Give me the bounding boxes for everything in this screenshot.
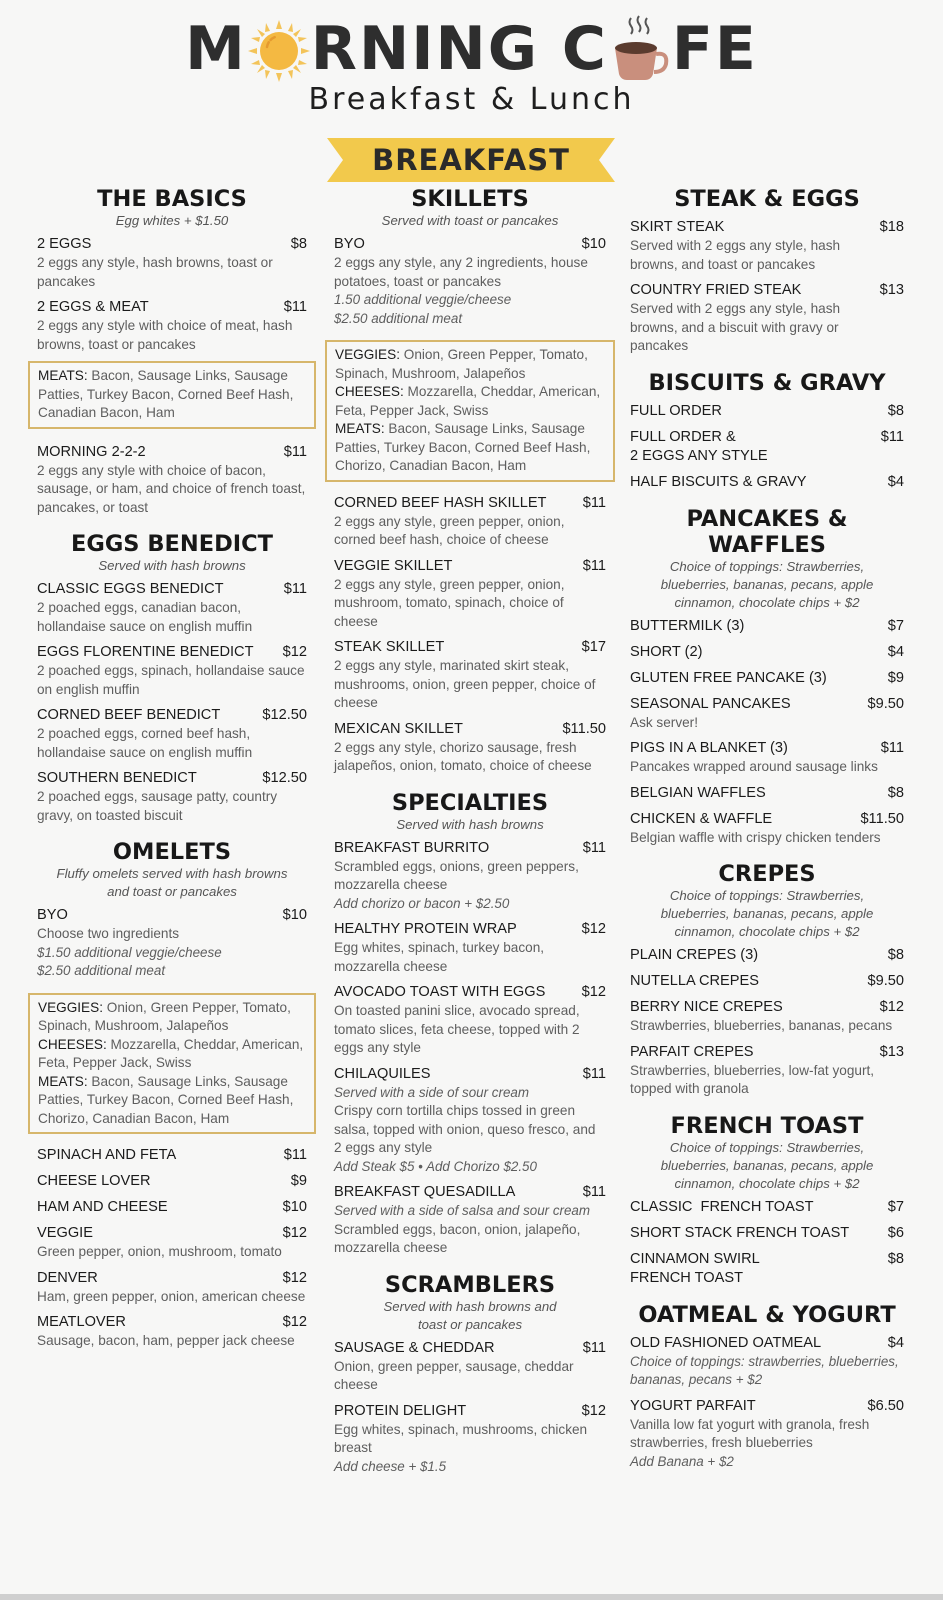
item-price: $12 xyxy=(879,999,904,1015)
box-text: Bacon, Sausage Links, Sausage Patties, Turkey Bacon, Corned Beef Hash, Canadian Bacon, Ham xyxy=(38,368,294,420)
section-note: Choice of toppings: Strawberries, blueberries, bananas, pecans, apple cinnamon, chocolate chips + $2 xyxy=(660,1139,874,1191)
item-addon: $2.50 additional meat xyxy=(37,963,166,978)
item-serving-note: Served with a side of salsa and sour cream xyxy=(334,1203,591,1218)
menu-item xyxy=(37,769,307,825)
menu-header xyxy=(0,14,943,118)
item-price: $11 xyxy=(283,443,307,460)
section-skillets xyxy=(334,186,606,776)
item-name: CINNAMON SWIRL xyxy=(630,1250,760,1267)
item-name: BELGIAN WAFFLES xyxy=(630,784,766,801)
item-price: $11 xyxy=(880,428,904,445)
item-price: $11 xyxy=(582,494,606,511)
item-price: $11.50 xyxy=(562,720,606,737)
item-price: $7 xyxy=(887,1198,904,1215)
menu-item xyxy=(37,1172,307,1191)
item-name: PROTEIN DELIGHT xyxy=(334,1402,467,1419)
menu-item xyxy=(630,946,904,965)
logo-subtitle: Breakfast & Lunch xyxy=(308,82,635,117)
section-title: SCRAMBLERS xyxy=(384,1271,556,1298)
box-text: Mozzarella, Cheddar, American, Feta, Pepper Jack, Swiss xyxy=(335,384,601,418)
column-middle xyxy=(334,186,606,1486)
item-price: $9 xyxy=(887,669,904,686)
menu-item xyxy=(37,706,307,762)
item-description: Pancakes wrapped around sausage links xyxy=(630,759,878,774)
item-name: SAUSAGE & CHEDDAR xyxy=(334,1339,495,1356)
item-price: $4 xyxy=(887,473,904,490)
menu-item xyxy=(334,1183,606,1258)
item-price: $11.50 xyxy=(860,810,904,827)
item-price: $9.50 xyxy=(867,973,904,989)
item-name: 2 EGGS xyxy=(37,236,92,252)
logo-text-m: M xyxy=(185,14,247,84)
menu-item xyxy=(630,1250,904,1288)
section-note: Choice of toppings: Strawberries, blueberries, bananas, pecans, apple cinnamon, chocolate chips + $2 xyxy=(660,558,874,610)
item-description: Choose two ingredients xyxy=(37,926,180,941)
item-name: HAM AND CHEESE xyxy=(37,1199,168,1215)
item-addon: $2.50 additional meat xyxy=(334,310,463,326)
menu-item xyxy=(334,638,606,713)
item-name-line2: FRENCH TOAST xyxy=(630,1269,743,1286)
item-description: Strawberries, blueberries, low-fat yogurt, topped with granola xyxy=(630,1062,875,1096)
item-name: FULL ORDER & xyxy=(630,428,736,445)
section-note: Fluffy omelets served with hash browns and toast or pancakes xyxy=(56,866,288,899)
menu-item xyxy=(334,920,606,976)
item-description: Onion, green pepper, sausage, cheddar cheese xyxy=(334,1358,574,1392)
box-label: MEATS: xyxy=(38,1073,88,1089)
section-title: THE BASICS xyxy=(97,186,247,212)
section-title: EGGS BENEDICT xyxy=(71,531,273,557)
item-description: 2 eggs any style, chorizo sausage, fresh jalapeños, onion, tomato, choice of cheese xyxy=(334,739,592,773)
section-steak-eggs xyxy=(630,186,904,356)
item-price: $9 xyxy=(290,1173,307,1189)
item-name: VEGGIE SKILLET xyxy=(334,557,453,574)
item-description: 2 eggs any style with choice of meat, hash browns, toast or pancakes xyxy=(37,318,293,352)
menu-item xyxy=(334,494,606,550)
item-name: CLASSIC EGGS BENEDICT xyxy=(37,581,224,597)
item-description: Scrambled eggs, onions, green peppers, mozzarella cheese xyxy=(334,858,579,892)
section-pancakes-waffles xyxy=(630,506,904,848)
box-text: Bacon, Sausage Links, Sausage Patties, Turkey Bacon, Corned Beef Hash, Chorizo, Canadian Bacon, Ham xyxy=(335,421,591,473)
item-price: $11 xyxy=(582,1339,606,1356)
box-label: VEGGIES: xyxy=(38,999,103,1015)
section-note: Egg whites + $1.50 xyxy=(115,213,229,228)
item-price: $9.50 xyxy=(867,695,904,712)
menu-item xyxy=(37,906,307,981)
column-left xyxy=(37,186,307,1361)
box-label: VEGGIES: xyxy=(335,347,400,362)
section-eggs-benedict xyxy=(37,531,307,825)
item-name: BREAKFAST QUESADILLA xyxy=(334,1184,516,1200)
item-name: PIGS IN A BLANKET (3) xyxy=(630,740,788,756)
section-title: STEAK & EGGS xyxy=(674,186,860,212)
menu-item xyxy=(334,1402,606,1477)
section-title: OMELETS xyxy=(112,839,232,865)
section-title: BISCUITS & GRAVY xyxy=(648,369,886,396)
item-name-line2: 2 EGGS ANY STYLE xyxy=(630,447,768,464)
item-addon: 1.50 additional veggie/cheese xyxy=(334,292,512,307)
section-title: PANCAKES & WAFFLES xyxy=(686,505,848,558)
logo-title xyxy=(185,14,758,84)
item-name: COUNTRY FRIED STEAK xyxy=(630,282,802,298)
section-note: Choice of toppings: Strawberries, blueberries, bananas, pecans, apple cinnamon, chocolate chips + $2 xyxy=(660,888,874,939)
menu-item xyxy=(37,1313,307,1351)
box-text: Bacon, Sausage Links, Sausage Patties, Turkey Bacon, Corned Beef Hash, Chorizo, Canadian Bacon, Ham xyxy=(38,1073,294,1126)
item-name: BREAKFAST BURRITO xyxy=(334,839,490,856)
item-name: DENVER xyxy=(37,1269,98,1286)
menu-item xyxy=(334,983,606,1058)
item-addon: Add chorizo or bacon + $2.50 xyxy=(334,895,510,911)
section-scramblers xyxy=(334,1272,606,1477)
item-description: Egg whites, spinach, mushrooms, chicken breast xyxy=(334,1421,588,1455)
item-description: Served with 2 eggs any style, hash browns, and a biscuit with gravy or pancakes xyxy=(630,301,841,353)
menu-item xyxy=(630,402,904,421)
menu-item xyxy=(630,281,904,356)
section-title: SKILLETS xyxy=(411,186,529,212)
item-description: 2 poached eggs, canadian bacon, hollandaise sauce on english muffin xyxy=(37,600,253,634)
item-description: 2 eggs any style, hash browns, toast or pancakes xyxy=(37,255,273,289)
menu-item xyxy=(630,1334,904,1390)
menu-item xyxy=(37,235,307,291)
breakfast-banner xyxy=(327,138,615,182)
menu-item xyxy=(37,1269,307,1307)
item-name: SOUTHERN BENEDICT xyxy=(37,770,197,786)
item-price: $18 xyxy=(879,219,904,235)
item-name: HALF BISCUITS & GRAVY xyxy=(630,473,807,490)
item-description: On toasted panini slice, avocado spread, tomato slices, feta cheese, topped with 2 eggs any style xyxy=(334,1003,580,1055)
item-price: $11 xyxy=(582,1065,606,1082)
item-name: EGGS FLORENTINE BENEDICT xyxy=(37,644,254,660)
menu-item xyxy=(630,1043,904,1099)
item-price: $12 xyxy=(282,1225,307,1241)
section-title: SPECIALTIES xyxy=(391,789,549,816)
item-name: YOGURT PARFAIT xyxy=(630,1397,756,1414)
menu-item xyxy=(630,739,904,777)
menu-item xyxy=(37,643,307,699)
item-addon: Choice of toppings: strawberries, blueberries, bananas, pecans + $2 xyxy=(630,1353,899,1387)
menu-item xyxy=(630,617,904,636)
item-name: CORNED BEEF BENEDICT xyxy=(37,707,221,723)
item-name: OLD FASHIONED OATMEAL xyxy=(630,1334,822,1351)
item-description: 2 eggs any style, green pepper, onion, mushroom, tomato, spinach, choice of cheese xyxy=(334,576,565,629)
item-description: Egg whites, spinach, turkey bacon, mozzarella cheese xyxy=(334,940,545,974)
item-description: Vanilla low fat yogurt with granola, fresh strawberries, fresh blueberries xyxy=(630,1416,870,1450)
ingredients-options-box xyxy=(28,993,316,1135)
item-name: MEXICAN SKILLET xyxy=(334,720,463,737)
item-price: $11 xyxy=(582,1184,606,1200)
section-title: FRENCH TOAST xyxy=(670,1112,864,1139)
menu-item xyxy=(334,235,606,328)
item-name: PARFAIT CREPES xyxy=(630,1043,754,1060)
box-text: Onion, Green Pepper, Tomato, Spinach, Mushroom, Jalapeños xyxy=(335,347,588,381)
section-french-toast xyxy=(630,1113,904,1288)
menu-item xyxy=(630,1198,904,1217)
section-note: Served with hash browns and toast or pancakes xyxy=(383,1298,557,1332)
item-price: $11 xyxy=(283,581,307,597)
item-description: Strawberries, blueberries, bananas, pecans xyxy=(630,1018,893,1033)
section-crepes xyxy=(630,861,904,1099)
menu-item xyxy=(334,1339,606,1395)
item-description: Green pepper, onion, mushroom, tomato xyxy=(37,1244,282,1259)
menu-item xyxy=(37,1224,307,1262)
item-price: $12 xyxy=(581,1402,606,1419)
item-name: 2 EGGS & MEAT xyxy=(37,299,149,315)
section-omelets xyxy=(37,839,307,1351)
item-name: PLAIN CREPES (3) xyxy=(630,947,759,963)
item-description: Ham, green pepper, onion, american cheese xyxy=(37,1288,306,1304)
item-description: Belgian waffle with crispy chicken tenders xyxy=(630,829,881,845)
section-note: Served with toast or pancakes xyxy=(381,213,559,228)
menu-item xyxy=(630,998,904,1036)
item-description: 2 poached eggs, spinach, hollandaise sauce on english muffin xyxy=(37,663,305,697)
section-title: OATMEAL & YOGURT xyxy=(638,1301,896,1328)
item-addon: Add cheese + $1.5 xyxy=(334,1458,447,1474)
menu-item xyxy=(630,669,904,688)
item-description: 2 eggs any style with choice of bacon, sausage, or ham, and choice of french toast, pancakes, or toast xyxy=(37,462,306,515)
item-name: FULL ORDER xyxy=(630,402,722,419)
item-price: $7 xyxy=(887,617,904,634)
section-oatmeal-yogurt xyxy=(630,1302,904,1472)
item-description: 2 eggs any style, green pepper, onion, corned beef hash, choice of cheese xyxy=(334,513,565,547)
box-label: CHEESES: xyxy=(335,384,404,399)
item-name: SPINACH AND FETA xyxy=(37,1147,177,1163)
box-label: MEATS: xyxy=(335,421,385,436)
item-description: Served with 2 eggs any style, hash browns, and toast or pancakes xyxy=(630,238,841,272)
menu-item xyxy=(334,1065,606,1177)
item-name: VEGGIE xyxy=(37,1225,93,1241)
item-price: $4 xyxy=(887,1334,904,1351)
item-price: $12 xyxy=(282,1269,307,1286)
item-description: Scrambled eggs, bacon, onion, jalapeño, mozzarella cheese xyxy=(334,1221,581,1255)
item-description: 2 poached eggs, corned beef hash, hollandaise sauce on english muffin xyxy=(37,726,253,760)
menu-item xyxy=(630,972,904,991)
box-label: CHEESES: xyxy=(38,1036,107,1052)
item-description: Sausage, bacon, ham, pepper jack cheese xyxy=(37,1333,295,1348)
menu-item xyxy=(630,473,904,492)
item-description: 2 eggs any style, marinated skirt steak, mushrooms, onion, green pepper, choice of cheese xyxy=(334,658,596,710)
item-addon: Add Steak $5 • Add Chorizo $2.50 xyxy=(334,1158,537,1174)
item-name: SEASONAL PANCAKES xyxy=(630,695,791,712)
item-name: CORNED BEEF HASH SKILLET xyxy=(334,494,547,511)
item-name: BYO xyxy=(334,236,365,252)
item-price: $11 xyxy=(582,557,606,574)
page-bottom-edge xyxy=(0,1594,943,1600)
box-text: Onion, Green Pepper, Tomato, Spinach, Mushroom, Jalapeños xyxy=(38,999,291,1033)
item-price: $11 xyxy=(283,299,307,315)
item-price: $8 xyxy=(290,236,307,252)
item-price: $11 xyxy=(582,839,606,856)
item-price: $8 xyxy=(887,784,904,801)
item-name: SHORT STACK FRENCH TOAST xyxy=(630,1224,850,1241)
section-title: CREPES xyxy=(718,861,816,887)
item-price: $12.50 xyxy=(262,770,307,786)
logo-text-fe: FE xyxy=(671,14,758,84)
item-name: CHILAQUILES xyxy=(334,1065,431,1082)
menu-item xyxy=(630,1397,904,1472)
item-price: $10 xyxy=(282,1199,307,1215)
item-price: $11 xyxy=(880,740,904,756)
item-price: $12 xyxy=(282,644,307,660)
menu-item xyxy=(334,557,606,632)
item-name: BYO xyxy=(37,907,68,923)
menu-item xyxy=(630,218,904,274)
item-description: 2 poached eggs, sausage patty, country gravy, on toasted biscuit xyxy=(37,789,278,823)
menu-item xyxy=(630,784,904,803)
item-name: AVOCADO TOAST WITH EGGS xyxy=(334,984,546,1000)
menu-item xyxy=(37,443,307,518)
item-price: $4 xyxy=(887,643,904,660)
item-description: Crispy corn tortilla chips tossed in green salsa, topped with onion, queso fresco, and 2 eggs any style xyxy=(334,1103,596,1155)
box-text: Mozzarella, Cheddar, American, Feta, Pepper Jack, Swiss xyxy=(38,1036,304,1070)
sun-icon xyxy=(248,20,310,82)
item-price: $12.50 xyxy=(262,707,307,723)
item-name: CHEESE LOVER xyxy=(37,1173,151,1189)
menu-item xyxy=(37,298,307,354)
menu-item xyxy=(630,643,904,662)
item-price: $12 xyxy=(581,984,606,1000)
item-name: NUTELLA CREPES xyxy=(630,973,759,989)
item-price: $13 xyxy=(879,1043,904,1060)
item-price: $10 xyxy=(282,907,307,923)
menu-item xyxy=(630,1224,904,1243)
item-price: $10 xyxy=(581,236,606,252)
item-name: MEATLOVER xyxy=(37,1314,126,1330)
item-name: STEAK SKILLET xyxy=(334,639,445,655)
column-right xyxy=(630,186,904,1481)
section-biscuits-gravy xyxy=(630,370,904,492)
item-description: 2 eggs any style, any 2 ingredients, house potatoes, toast or pancakes xyxy=(334,255,588,289)
menu-item xyxy=(37,1198,307,1217)
item-name: CHICKEN & WAFFLE xyxy=(630,810,773,827)
item-addon: Add Banana + $2 xyxy=(630,1453,734,1469)
item-price: $8 xyxy=(887,1250,904,1267)
item-name: MORNING 2-2-2 xyxy=(37,443,146,460)
item-addon: $1.50 additional veggie/cheese xyxy=(37,944,222,960)
item-price: $8 xyxy=(887,402,904,419)
item-name: SKIRT STEAK xyxy=(630,219,725,235)
item-name: BERRY NICE CREPES xyxy=(630,999,783,1015)
menu-item xyxy=(37,1146,307,1165)
menu-item xyxy=(334,839,606,914)
item-name: GLUTEN FREE PANCAKE (3) xyxy=(630,669,827,686)
menu-item xyxy=(334,720,606,776)
banner-title: BREAKFAST xyxy=(372,143,570,177)
section-note: Served with hash browns xyxy=(396,816,544,832)
item-price: $12 xyxy=(581,921,606,937)
meats-options-box xyxy=(28,361,316,429)
item-name: SHORT (2) xyxy=(630,643,703,660)
item-price: $11 xyxy=(283,1147,307,1163)
item-description: Ask server! xyxy=(630,714,698,730)
menu-item xyxy=(630,810,904,848)
item-price: $12 xyxy=(282,1314,307,1330)
item-serving-note: Served with a side of sour cream xyxy=(334,1084,529,1100)
item-name: CLASSIC FRENCH TOAST xyxy=(630,1198,814,1215)
item-price: $13 xyxy=(879,282,904,298)
menu-item xyxy=(37,580,307,636)
logo-text-rning-c: RNING C xyxy=(310,14,608,84)
section-the-basics xyxy=(37,186,307,517)
section-note: Served with hash browns xyxy=(98,558,246,573)
coffee-cup-icon xyxy=(609,20,671,82)
menu-item xyxy=(630,428,904,466)
ingredients-options-box xyxy=(325,340,615,482)
item-price: $6 xyxy=(887,1224,904,1241)
section-specialties xyxy=(334,790,606,1258)
item-price: $17 xyxy=(581,639,606,655)
menu-item xyxy=(630,695,904,733)
item-name: BUTTERMILK (3) xyxy=(630,617,745,634)
item-price: $8 xyxy=(887,947,904,963)
item-name: HEALTHY PROTEIN WRAP xyxy=(334,921,517,937)
box-label: MEATS: xyxy=(38,368,88,383)
item-price: $6.50 xyxy=(867,1397,904,1414)
